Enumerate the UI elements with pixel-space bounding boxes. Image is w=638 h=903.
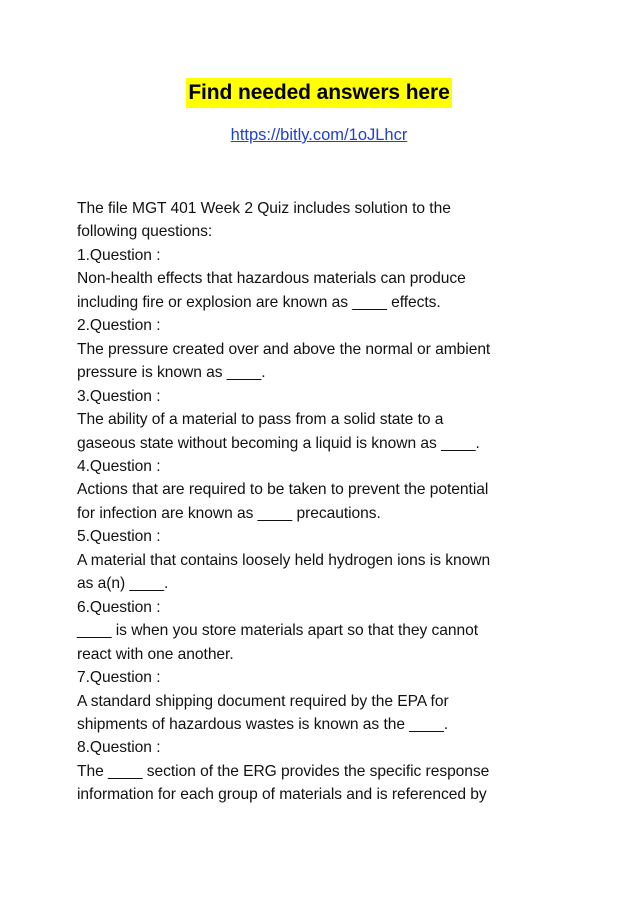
- question-text: A material that contains loosely held hydrogen ions is known: [77, 551, 491, 569]
- question-text: shipments of hazardous wastes is known as the ____.: [77, 715, 449, 733]
- body-line: The file MGT 401 Week 2 Quiz includes solution to the: [77, 200, 451, 217]
- headline-highlight: Find needed answers here: [186, 78, 451, 108]
- question-text: for infection are known as ____ precautions.: [77, 504, 381, 522]
- question-heading: 1.Question :: [77, 246, 161, 264]
- link-container: [0, 123, 638, 147]
- question-heading: 6.Question :: [77, 598, 161, 616]
- question-text: information for each group of materials and is referenced by: [77, 786, 487, 804]
- question-heading: 2.Question :: [77, 317, 161, 335]
- question-text: gaseous state without becoming a liquid is known as ____.: [77, 434, 480, 452]
- question-heading: 8.Question :: [77, 739, 161, 757]
- question-text: react with one another.: [77, 645, 234, 663]
- question-text: The pressure created over and above the normal or ambient: [77, 340, 491, 358]
- question-text: The ability of a material to pass from a solid state to a: [77, 411, 444, 429]
- question-heading: 5.Question :: [77, 528, 161, 546]
- question-heading: 4.Question :: [77, 457, 161, 475]
- answers-link[interactable]: https://bitly.com/1oJLhcr: [230, 126, 408, 144]
- question-text: ____ is when you store materials apart so that they cannot: [77, 622, 479, 640]
- question-text: Actions that are required to be taken to prevent the potential: [77, 481, 489, 499]
- question-text: as a(n) ____.: [77, 575, 169, 593]
- question-text: A standard shipping document required by the EPA for: [77, 692, 449, 710]
- question-heading: 7.Question :: [77, 669, 161, 687]
- quiz-body-text: [77, 197, 567, 807]
- question-text: Non-health effects that hazardous materials can produce: [77, 270, 466, 288]
- headline-container: [0, 78, 638, 108]
- body-line: following questions:: [77, 223, 213, 241]
- question-text: including fire or explosion are known as ____ effects.: [77, 293, 441, 311]
- question-text: pressure is known as ____.: [77, 364, 266, 382]
- question-heading: 3.Question :: [77, 387, 161, 405]
- question-text: The ____ section of the ERG provides the specific response: [77, 762, 490, 780]
